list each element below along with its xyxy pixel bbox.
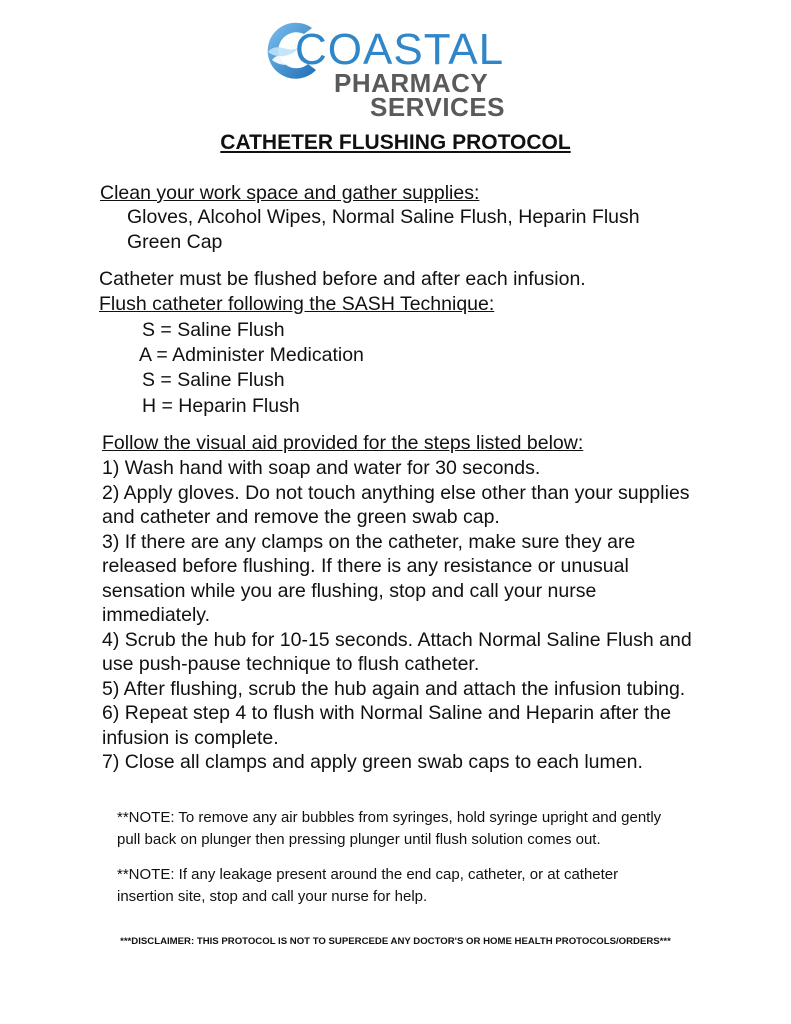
logo-line-services: SERVICES bbox=[370, 92, 506, 122]
step-line: sensation while you are flushing, stop and call your nurse bbox=[102, 580, 597, 602]
supplies-line: Green Cap bbox=[127, 231, 223, 253]
page-title: CATHETER FLUSHING PROTOCOL bbox=[220, 131, 571, 154]
sash-item: A = Administer Medication bbox=[139, 344, 364, 366]
steps-heading: Follow the visual aid provided for the steps listed below: bbox=[102, 432, 584, 454]
sash-item: S = Saline Flush bbox=[142, 369, 285, 391]
step-line: 1) Wash hand with soap and water for 30 seconds. bbox=[102, 457, 541, 479]
step-line: 7) Close all clamps and apply green swab caps to each lumen. bbox=[102, 751, 643, 773]
note-line: insertion site, stop and call your nurse for help. bbox=[117, 888, 428, 905]
note-line: pull back on plunger then pressing plunger until flush solution comes out. bbox=[117, 831, 601, 848]
step-line: immediately. bbox=[102, 604, 211, 626]
note-line: **NOTE: To remove any air bubbles from syringes, hold syringe upright and gently bbox=[117, 809, 662, 826]
step-line: use push-pause technique to flush catheter. bbox=[102, 653, 480, 675]
disclaimer: ***DISCLAIMER: THIS PROTOCOL IS NOT TO SUPERCEDE ANY DOCTOR'S OR HOME HEALTH PROTOCOLS/ORDERS*** bbox=[120, 936, 671, 947]
step-line: 4) Scrub the hub for 10-15 seconds. Attach Normal Saline Flush and bbox=[102, 629, 692, 651]
step-line: 2) Apply gloves. Do not touch anything else other than your supplies bbox=[102, 482, 690, 504]
sash-heading: Flush catheter following the SASH Technique: bbox=[99, 293, 495, 315]
logo-line-pharmacy: PHARMACY bbox=[334, 68, 489, 98]
sash-item: S = Saline Flush bbox=[142, 319, 285, 341]
sash-item: H = Heparin Flush bbox=[142, 395, 300, 417]
supplies-line: Gloves, Alcohol Wipes, Normal Saline Flush, Heparin Flush bbox=[127, 206, 640, 228]
logo-line-coastal: COASTAL bbox=[295, 25, 505, 74]
note-line: **NOTE: If any leakage present around the end cap, catheter, or at catheter bbox=[117, 866, 619, 883]
company-logo bbox=[262, 14, 506, 122]
supplies-heading: Clean your work space and gather supplies: bbox=[100, 182, 480, 204]
step-line: infusion is complete. bbox=[102, 727, 279, 749]
step-line: 3) If there are any clamps on the catheter, make sure they are bbox=[102, 531, 636, 553]
step-line: 6) Repeat step 4 to flush with Normal Saline and Heparin after the bbox=[102, 702, 672, 724]
step-line: 5) After flushing, scrub the hub again and attach the infusion tubing. bbox=[102, 678, 686, 700]
step-line: released before flushing. If there is any resistance or unusual bbox=[102, 555, 629, 577]
step-line: and catheter and remove the green swab cap. bbox=[102, 506, 500, 528]
flush-intro: Catheter must be flushed before and after each infusion. bbox=[99, 268, 586, 290]
